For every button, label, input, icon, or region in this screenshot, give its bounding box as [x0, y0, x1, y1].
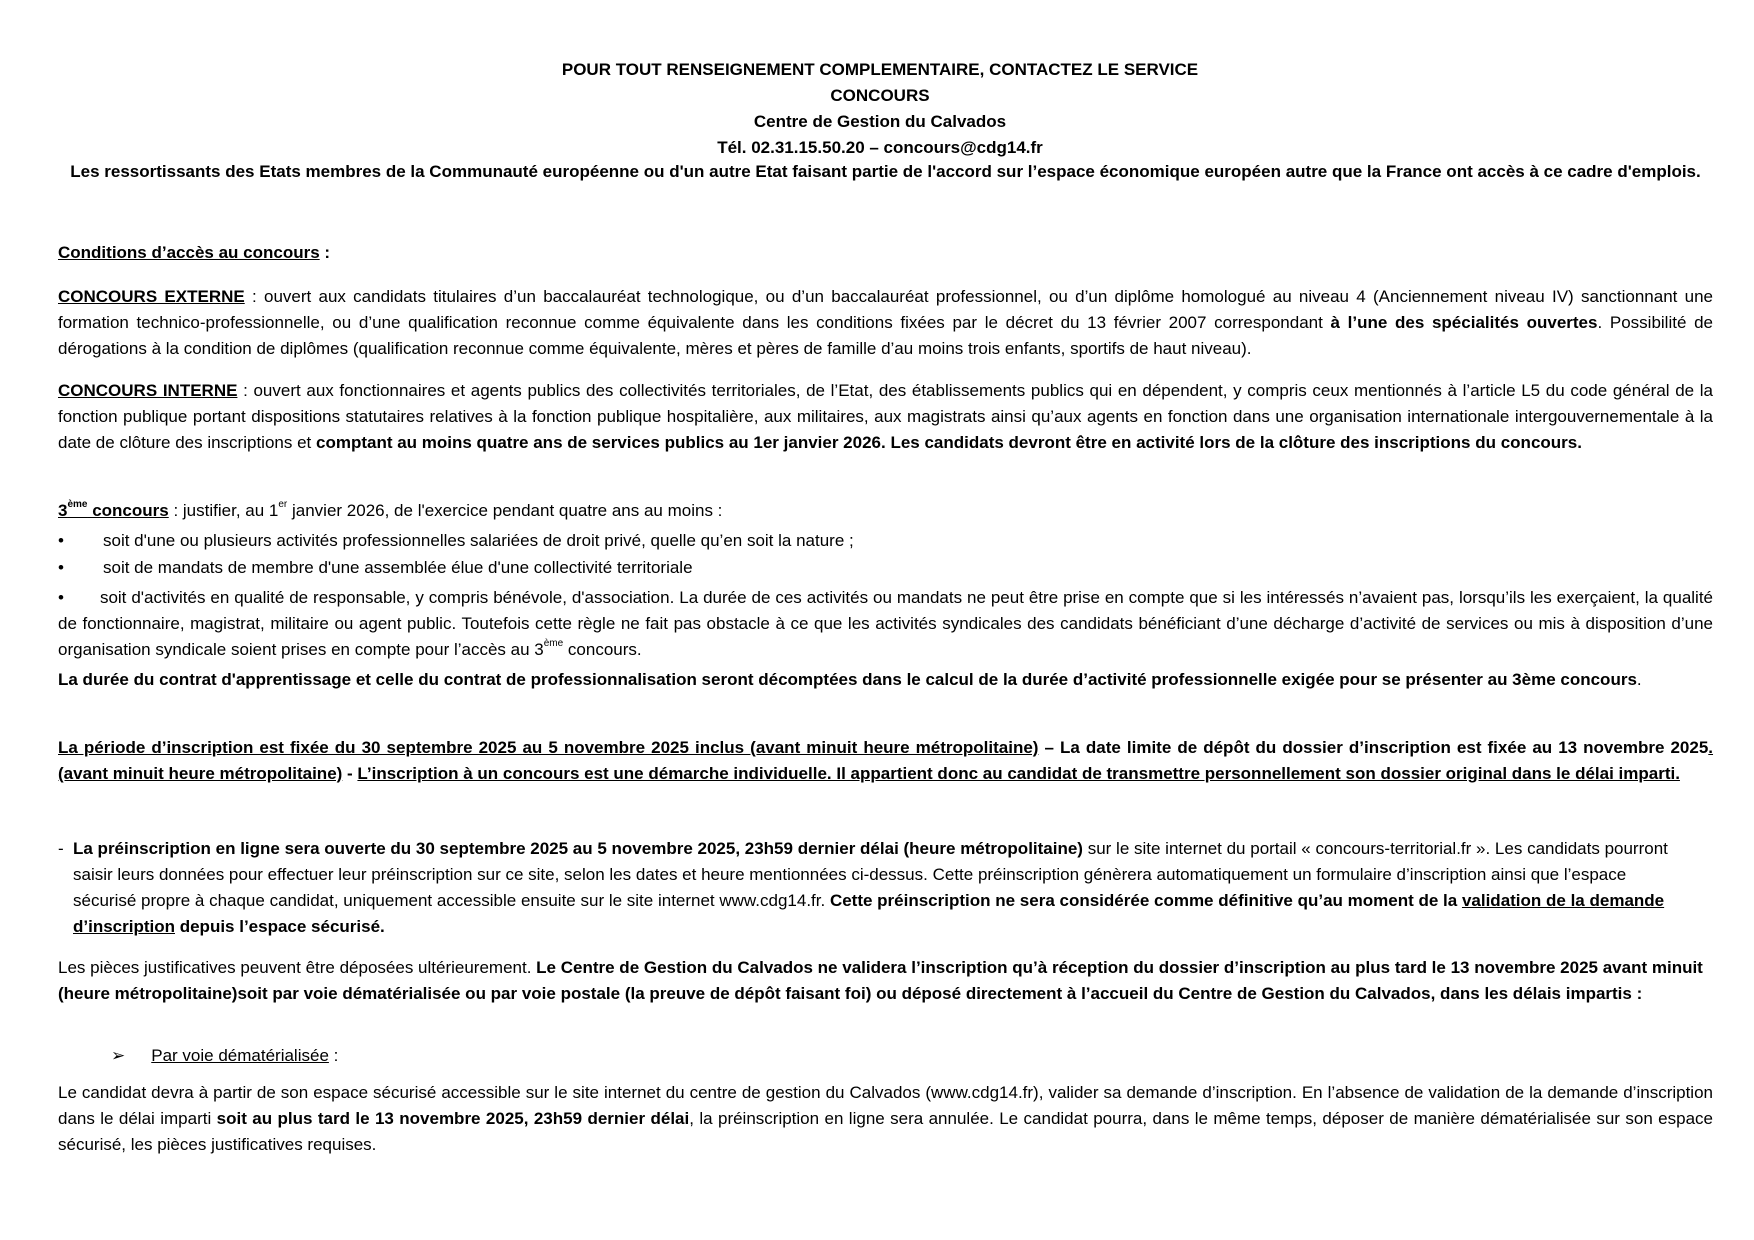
interne-bold: comptant au moins quatre ans de services publics au 1er janvier 2026. Les candidats devront être en activité lors de la clôture des inscriptions du concours. [315, 433, 1582, 452]
preinscription-text-1: sur le site internet du portail « concours-territorial.fr ». Les candidats pourront saisir leurs données pour effectuer leur préinscription sur ce site, selon les dates et heure mentionnées ci-dessus. Cette préinscription génèrera automatiquement un formulaire d’inscription ainsi que l’espace sécurisé propre à chaque candidat, uniquement accessible ensuite sur le site internet www.cdg14.fr. [73, 839, 1668, 910]
pieces-paragraph [58, 955, 1713, 1007]
troisieme-intro [58, 498, 1713, 524]
apprentissage-paragraph [58, 667, 1713, 693]
voie-label: Par voie dématérialisée [151, 1046, 329, 1065]
conditions-title-suffix: : [319, 243, 331, 262]
preinscription-bold-underlined: validation de la demande d’inscription [73, 891, 1665, 936]
bullet-3-text: soit d'activités en qualité de responsable, y compris bénévole, d'association. La durée de ces activités ou mandats ne peut être prise en compte que si les intéressés n’avaient pas, lorsqu’ils les exerçaient, la qualité de fonctionnaire, magistrat, militaire ou agent public. Toutefois cette règle ne fait pas obstacle à ce que les activités syndicales des candidats bénéficiant d’une décharge d’activité de services ou mis à disposition d’une organisation syndicale soient prises en compte pour l’accès au 3 [58, 588, 1713, 659]
bullet-text: soit de mandats de membre d'une assemblée élue d'une collectivité territoriale [103, 558, 693, 577]
periode-part-3: . (avant minuit heure métropolitaine) [58, 738, 1714, 783]
pieces-bold: Le Centre de Gestion du Calvados ne validera l’inscription qu’à réception du dossier d’inscription au plus tard le 13 novembre 2025 avant minuit (heure métropolitaine)soit par voie dématérialisée ou par voie postale (la preuve de dépôt faisant foi) ou déposé directement à l’accueil du Centre de Gestion du Calvados, dans les délais impartis : [58, 958, 1703, 1003]
conditions-title: Conditions d’accès au concours [58, 243, 320, 262]
periode-part-5: L’inscription à un concours est une démarche individuelle. Il appartient donc au candidat de transmettre personnellement son dossier original dans le délai imparti. [357, 764, 1680, 783]
preinscription-bold-3: depuis l’espace sécurisé. [175, 917, 385, 936]
bullet-text: soit d'une ou plusieurs activités professionnelles salariées de droit privé, quelle qu’en soit la nature ; [103, 531, 854, 550]
preinscription-text [73, 836, 1673, 940]
troisieme-text-1: : justifier, au 1 [168, 501, 279, 520]
troisieme-label-word: concours [87, 501, 169, 520]
externe-text-1: : ouvert aux candidats titulaires d’un baccalauréat technologique, ou d’un baccalauréat professionnel, ou d’un diplôme homologué au niveau 4 (Anciennement niveau IV) sanctionnant une formation technico-professionnelle, ou d’une qualification reconnue comme équivalente dans les conditions fixées par le décret du 13 février 2007 correspondant [58, 287, 1713, 332]
final-text-1: Le candidat devra à partir de son espace sécurisé accessible sur le site internet du centre de gestion du Calvados (www.cdg14.fr), valider sa demande d’inscription. En l’absence de validation de la demande d’inscription dans le délai imparti [58, 1083, 1713, 1128]
header-line-1: POUR TOUT RENSEIGNEMENT COMPLEMENTAIRE, CONTACTEZ LE SERVICE CONCOURS [561, 60, 1199, 105]
preinscription-item [58, 836, 1713, 940]
conditions-heading [58, 240, 1713, 266]
final-text-2: , la préinscription en ligne sera annulée. Le candidat pourra, dans le même temps, déposer de manière dématérialisée sur son espace sécurisé, les pièces justificatives requises. [58, 1109, 1713, 1154]
externe-paragraph [58, 284, 1713, 362]
intro-paragraph: Les ressortissants des Etats membres de la Communauté européenne ou d'un autre Etat faisant partie de l'accord sur l’espace économique européen autre que la France ont accès à ce cadre d'emplois. [70, 162, 1701, 181]
interne-paragraph [58, 378, 1713, 456]
periode-part-4: - [342, 764, 358, 783]
interne-text-1: : ouvert aux fonctionnaires et agents publics des collectivités territoriales, de l’Etat, des établissements publics qui en dépendent, y compris ceux mentionnés à l’article L5 du code général de la fonction publique portant dispositions statutaires relatives à la fonction publique hospitalière, aux militaires, aux magistrats ainsi qu’aux agents en fonction dans une organisation internationale intergouvernementale à la date de clôture des inscriptions et [58, 381, 1713, 452]
externe-label: CONCOURS EXTERNE [58, 287, 245, 306]
header-line-2: Centre de Gestion du Calvados [753, 112, 1007, 131]
voie-dematerialisee-item [58, 1043, 1713, 1069]
periode-paragraph [58, 735, 1713, 787]
preinscription-bold-1: La préinscription en ligne sera ouverte du 30 septembre 2025 au 5 novembre 2025, 23h59 dernier délai (heure métropolitaine) [73, 839, 1083, 858]
voie-suffix: : [328, 1046, 339, 1065]
final-paragraph [58, 1080, 1713, 1158]
periode-part-1: La période d’inscription est fixée du 30 septembre 2025 au 5 novembre 2025 inclus (avant minuit heure métropolitaine) [58, 738, 1039, 757]
troisieme-bullet-3 [58, 585, 1713, 663]
apprentissage-bold: La durée du contrat d'apprentissage et celle du contrat de professionnalisation seront décomptées dans le calcul de la durée d’activité professionnelle exigée pour se présenter au 3ème concours [58, 670, 1637, 689]
externe-text-2: . Possibilité de dérogations à la condition de diplômes (qualification reconnue comme équivalente, mères et pères de famille d’au moins trois enfants, sportifs de haut niveau). [58, 313, 1713, 358]
bullet-3-sup: ème [543, 638, 564, 650]
troisieme-text-1-sup: er [278, 499, 288, 511]
preinscription-dash: - [58, 839, 64, 858]
externe-bold: à l’une des spécialités ouvertes [1330, 313, 1598, 332]
troisieme-label-sup: ème [67, 499, 88, 511]
bullet-dot: • [58, 588, 64, 607]
periode-part-2: – La date limite de dépôt du dossier d’inscription est fixée au 13 novembre 2025 [1038, 738, 1709, 757]
bullet-dot: • [58, 531, 64, 550]
pieces-text: Les pièces justificatives peuvent être déposées ultérieurement. [58, 958, 537, 977]
arrow-bullet-icon: ➢ [111, 1046, 126, 1065]
bullet-dot: • [58, 558, 64, 577]
final-bold: soit au plus tard le 13 novembre 2025, 23h59 dernier délai [216, 1109, 690, 1128]
troisieme-label-num: 3 [58, 501, 68, 520]
apprentissage-end: . [1636, 670, 1642, 689]
troisieme-label [58, 501, 169, 520]
preinscription-bold-2: Cette préinscription ne sera considérée comme définitive qu’au moment de la [829, 891, 1462, 910]
contact-header [540, 57, 1220, 161]
troisieme-text-1-end: janvier 2026, de l'exercice pendant quatre ans au moins : [287, 501, 723, 520]
header-line-3: Tél. 02.31.15.50.20 – concours@cdg14.fr [717, 138, 1043, 157]
bullet-3-end: concours. [563, 640, 642, 659]
interne-label: CONCOURS INTERNE [58, 381, 238, 400]
